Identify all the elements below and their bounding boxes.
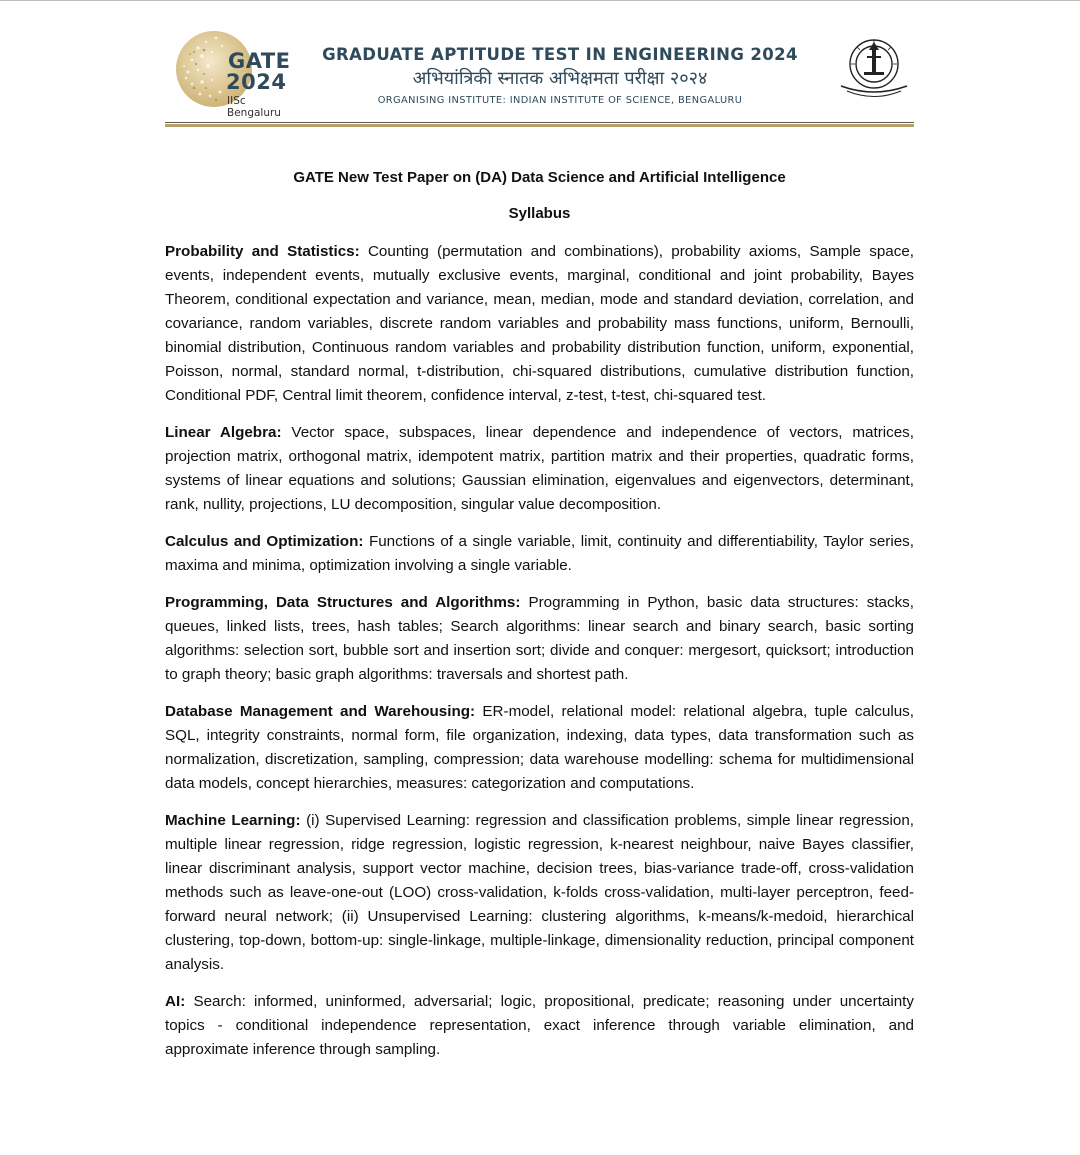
gate-2024-logo [170,26,300,119]
logo-institute-text: IISc Bengaluru [227,95,281,119]
section-title: Machine Learning: [165,812,301,829]
iisc-emblem-icon [833,36,915,102]
logo-year-text: 2024 [226,70,287,94]
organising-institute: ORGANISING INSTITUTE: INDIAN INSTITUTE OF SCIENCE, BENGALURU [377,95,743,106]
document-title: GATE New Test Paper on (DA) Data Science and Artificial Intelligence [293,169,786,186]
section-title: Probability and Statistics: [165,243,360,260]
header-titles [315,44,805,106]
section-text: Programming in Python, basic data structures: stacks, queues, linked lists, trees, hash tables; Search algorithms: linear search and binary search, basic sorting algorithms: selection sort, bubble sort and insertion sort; divide and conquer: mergesort, quicksort; introduction to graph theory; basic graph algorithms: traversals and shortest path. [165,594,914,683]
section-text: (i) Supervised Learning: regression and classification problems, simple linear regression, multiple linear regression, ridge regression, logistic regression, k-nearest neighbour, naive Bayes classifier, linear discriminant analysis, support vector machine, decision trees, bias-variance trade-off, cross-validation methods such as leave-one-out (LOO) cross-validation, k-folds cross-validation, multi-layer perceptron, feed-forward neural network; (ii) Unsupervised Learning: clustering algorithms, k-means/k-medoid, hierarchical clustering, top-down, bottom-up: single-linkage, multiple-linkage, dimensionality reduction, principal component analysis. [165,812,914,973]
section-text: ER-model, relational model: relational algebra, tuple calculus, SQL, integrity constraints, normal form, file organization, indexing, data types, data transformation such as normalization, discretization, sampling, compression; data warehouse modelling: schema for multidimensional data models, concept hierarchies, measures: categorization and computations. [165,703,914,792]
section-text: Vector space, subspaces, linear dependence and independence of vectors, matrices, projection matrix, orthogonal matrix, idempotent matrix, partition matrix and their properties, quadratic forms, systems of linear equations and solutions; Gaussian elimination, eigenvalues and eigenvectors, determinant, rank, nullity, projections, LU decomposition, singular value decomposition. [165,424,914,513]
section-calculus-optimization [165,530,914,578]
section-probability-statistics [165,240,914,408]
exam-title-english: GRADUATE APTITUDE TEST IN ENGINEERING 2024 [322,45,798,64]
section-database-warehousing [165,700,914,796]
header-divider-thin [165,122,914,123]
section-title: Programming, Data Structures and Algorithms: [165,594,521,611]
syllabus-body [165,240,914,1075]
section-ai [165,990,914,1062]
section-title: Calculus and Optimization: [165,533,364,550]
exam-title-hindi: अभियांत्रिकी स्नातक अभिक्षमता परीक्षा २०२४ [412,68,708,89]
section-title: AI: [165,993,186,1010]
logo-gate-text: GATE [228,49,291,73]
document-subtitle: Syllabus [508,205,571,222]
header-divider [165,124,914,127]
section-text: Search: informed, uninformed, adversarial; logic, propositional, predicate; reasoning under uncertainty topics - conditional independence representation, exact inference through variable elimination, and approximate inference through sampling. [165,993,914,1058]
document-header [165,24,914,124]
top-border [0,0,1080,1]
section-linear-algebra [165,421,914,517]
section-programming-dsa [165,591,914,687]
section-text: Functions of a single variable, limit, continuity and differentiability, Taylor series, maxima and minima, optimization involving a single variable. [165,533,914,574]
section-title: Database Management and Warehousing: [165,703,476,720]
section-text: Counting (permutation and combinations), probability axioms, Sample space, events, independent events, mutually exclusive events, marginal, conditional and joint probability, Bayes Theorem, conditional expectation and variance, mean, median, mode and standard deviation, correlation, and covariance, random variables, discrete random variables and probability mass functions, uniform, Bernoulli, binomial distribution, Continuous random variables and probability distribution function, uniform, exponential, Poisson, normal, standard normal, t-distribution, chi-squared distributions, cumulative distribution function, Conditional PDF, Central limit theorem, confidence interval, z-test, t-test, chi-squared test. [165,243,914,404]
section-title: Linear Algebra: [165,424,282,441]
section-machine-learning [165,809,914,977]
